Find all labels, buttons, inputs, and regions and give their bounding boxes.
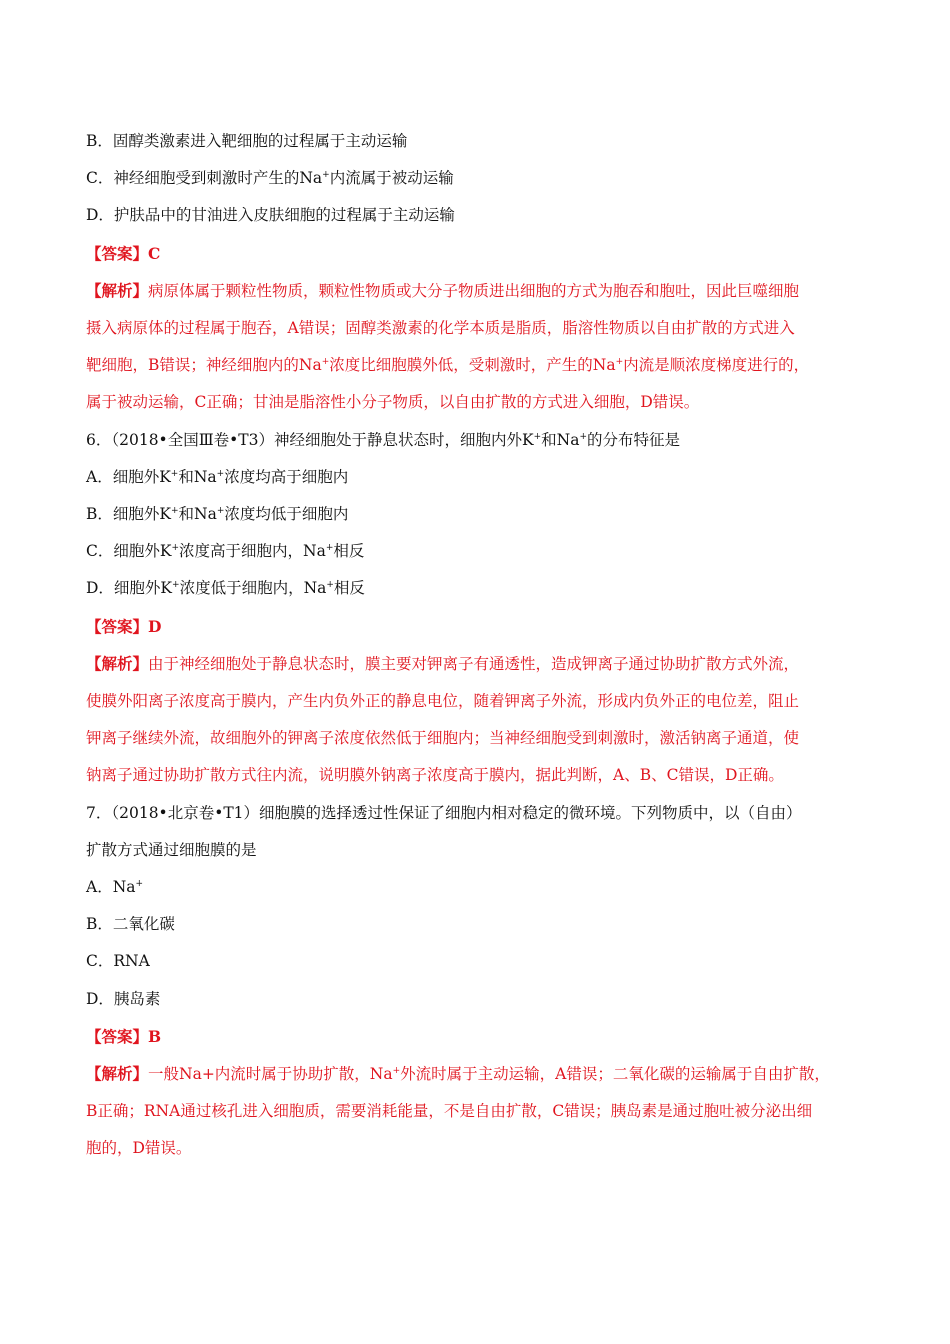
q7-option-c: C．RNA: [86, 952, 150, 971]
q6-option-c: C．细胞外K+浓度高于细胞内，Na+相反: [86, 542, 365, 561]
q5-option-d: D．护肤品中的甘油进入皮肤细胞的过程属于主动运输: [86, 206, 455, 225]
q6-option-a: A．细胞外K+和Na+浓度均高于细胞内: [86, 467, 349, 486]
q7-option-a: A．Na+: [86, 878, 144, 897]
document-page: [86, 123, 876, 1168]
q7-option-b: B．二氧化碳: [86, 915, 175, 934]
q7-stem-line-2: 扩散方式通过细胞膜的是: [86, 840, 257, 859]
q5-option-c: C．神经细胞受到刺激时产生的Na+内流属于被动运输: [86, 169, 454, 188]
q6-answer: 【答案】D: [86, 616, 162, 636]
q7-stem-line-1: 7．（2018•北京卷•T1）细胞膜的选择透过性保证了细胞内相对稳定的微环境。下列物质中，以（自由）: [86, 803, 802, 822]
q6-analysis: 【解析】由于神经细胞处于静息状态时，膜主要对钾离子有通透性，造成钾离子通过协助扩散方式外流， 使膜外阳离子浓度高于膜内，产生内负外正的静息电位，随着钾离子外流，形成内负外正的电位差，阻止 钾离子继续外流，故细胞外的钾离子浓度依然低于细胞内；当神经细胞受到刺激时，激活钠离子通道，使 钠离子通过协助扩散方式往内流，说明膜外钠离子浓度高于膜内，据此判断，A、B、C错误，D正确。: [86, 653, 800, 785]
q6-option-d: D．细胞外K+浓度低于细胞内，Na+相反: [86, 579, 365, 598]
q7-option-d: D．胰岛素: [86, 989, 161, 1008]
q7-answer: 【答案】B: [86, 1026, 162, 1046]
q5-option-b: B．固醇类激素进入靶细胞的过程属于主动运输: [86, 132, 408, 150]
q5-answer: 【答案】C: [86, 243, 161, 263]
q6-stem: 6．（2018•全国Ⅲ卷•T3）神经细胞处于静息状态时，细胞内外K+和Na+的分布特征是: [86, 430, 680, 449]
q7-analysis: 【解析】一般Na+内流时属于协助扩散，Na+外流时属于主动运输，A错误；二氧化碳的运输属于自由扩散， B正确；RNA通过核孔进入细胞质，需要消耗能量，不是自由扩散，C错误；胰岛素是通过胞吐被分泌出细 胞的，D错误。: [86, 1064, 830, 1158]
q6-option-b: B．细胞外K+和Na+浓度均低于细胞内: [86, 505, 349, 524]
q5-analysis: 【解析】病原体属于颗粒性物质，颗粒性物质或大分子物质进出细胞的方式为胞吞和胞吐，因此巨噬细胞 摄入病原体的过程属于胞吞，A错误；固醇类激素的化学本质是脂质，脂溶性物质以自由扩散的方式进入 靶细胞，B错误；神经细胞内的Na+浓度比细胞膜外低，受刺激时，产生的Na+内流是顺浓度梯度进行的， 属于被动运输，C正确；甘油是脂溶性小分子物质，以自由扩散的方式进入细胞，D错误。: [86, 280, 810, 412]
